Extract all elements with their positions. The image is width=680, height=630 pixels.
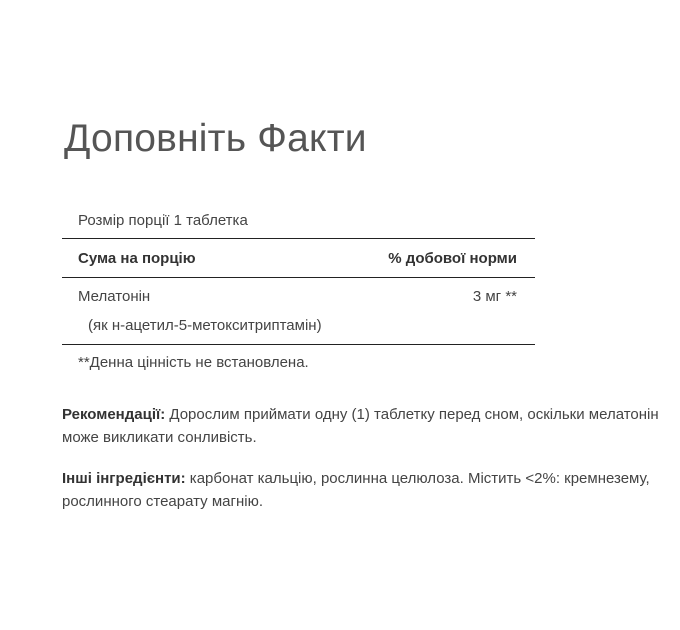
recommendations-text: Дорослим приймати одну (1) таблетку перед сном, оскільки мелатонін може викликати сонливість.	[62, 406, 659, 446]
table-header	[62, 239, 535, 277]
nutrient-note: (як н-ацетил-5-метокситриптамін)	[88, 317, 322, 334]
column-header-daily-value: % добової норми	[388, 249, 517, 267]
recommendations-label: Рекомендації:	[62, 406, 166, 423]
other-ingredients-label: Інші інгредієнти:	[62, 470, 186, 487]
page-title: Доповніть Факти	[64, 117, 367, 160]
column-header-amount: Сума на порцію	[78, 249, 196, 267]
daily-value-footnote: **Денна цінність не встановлена.	[78, 354, 309, 371]
supplement-facts-table	[62, 206, 535, 371]
other-ingredients-text: карбонат кальцію, рослинна целюлоза. Містить <2%: кремнезему, рослинного стеарату магнію.	[62, 470, 650, 510]
recommendations-paragraph	[62, 403, 662, 449]
nutrient-amount: 3 мг **	[472, 288, 517, 305]
serving-size: Розмір порції 1 таблетка	[78, 212, 248, 229]
other-ingredients-paragraph	[62, 467, 662, 513]
nutrient-name: Мелатонін	[78, 288, 151, 305]
table-row	[62, 278, 535, 314]
